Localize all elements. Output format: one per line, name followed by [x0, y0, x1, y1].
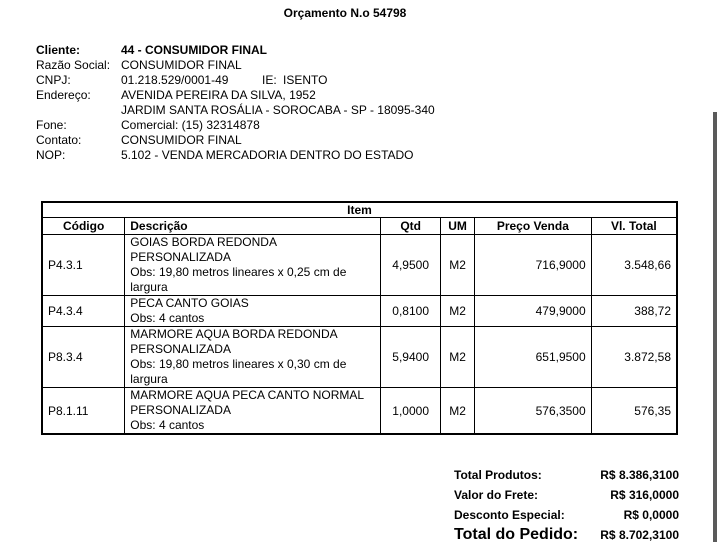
row-preco: 716,9000 — [475, 235, 592, 296]
row-qtd: 1,0000 — [381, 388, 441, 435]
row-total: 388,72 — [591, 296, 677, 327]
header-descricao: Descrição — [125, 218, 381, 235]
fone-value: Comercial: (15) 32314878 — [121, 118, 260, 132]
vertical-scrollbar[interactable] — [713, 112, 717, 542]
row-codigo: P8.3.4 — [42, 327, 125, 388]
nop-label: NOP: — [36, 148, 66, 162]
desc-line: MARMORE AQUA PECA CANTO NORMAL — [130, 388, 365, 402]
header-um: UM — [441, 218, 475, 235]
desc-line: Obs: 4 cantos — [130, 418, 205, 432]
table-row — [42, 327, 677, 388]
table-row — [42, 388, 677, 435]
total-produtos-label: Total Produtos: — [454, 468, 542, 482]
cliente-label: Cliente: — [36, 43, 81, 57]
total-pedido-row — [454, 525, 679, 545]
desconto-value: R$ 0,0000 — [623, 508, 679, 522]
row-codigo: P4.3.4 — [42, 296, 125, 327]
desc-line: MARMORE AQUA BORDA REDONDA — [130, 327, 338, 341]
endereco-line1: AVENIDA PEREIRA DA SILVA, 1952 — [121, 88, 316, 102]
header-codigo: Código — [42, 218, 125, 235]
row-qtd: 5,9400 — [381, 327, 441, 388]
table-group-header — [42, 202, 677, 218]
row-preco: 651,9500 — [475, 327, 592, 388]
valor-frete-value: R$ 316,0000 — [610, 488, 679, 502]
desconto-row — [454, 505, 679, 525]
row-um: M2 — [441, 327, 475, 388]
document-title: Orçamento N.o 54798 — [283, 6, 407, 20]
totals-block — [454, 465, 679, 545]
row-descricao — [125, 388, 381, 435]
items-table — [41, 201, 678, 435]
fone-label: Fone: — [36, 118, 67, 132]
contato-value: CONSUMIDOR FINAL — [121, 133, 242, 147]
valor-frete-label: Valor do Frete: — [454, 488, 539, 502]
row-codigo: P4.3.1 — [42, 235, 125, 296]
header-qtd: Qtd — [381, 218, 441, 235]
table-row — [42, 296, 677, 327]
row-qtd: 0,8100 — [381, 296, 441, 327]
row-qtd: 4,9500 — [381, 235, 441, 296]
cnpj-label: CNPJ: — [36, 73, 71, 87]
total-produtos-value: R$ 8.386,3100 — [600, 468, 679, 482]
row-um: M2 — [441, 235, 475, 296]
desc-line: Obs: 19,80 metros lineares x 0,25 cm de — [130, 265, 347, 279]
desc-line: largura — [130, 372, 168, 386]
total-pedido-label: Total do Pedido: — [454, 526, 579, 543]
desc-line: Obs: 19,80 metros lineares x 0,30 cm de — [130, 357, 347, 371]
desc-line: Obs: 4 cantos — [130, 311, 205, 325]
row-total: 3.548,66 — [591, 235, 677, 296]
razao-value: CONSUMIDOR FINAL — [121, 58, 242, 72]
row-total: 576,35 — [591, 388, 677, 435]
desc-line: GOIAS BORDA REDONDA — [130, 235, 277, 249]
header-preco: Preço Venda — [475, 218, 592, 235]
table-column-headers — [42, 218, 677, 235]
desc-line: PECA CANTO GOIAS — [130, 296, 249, 310]
row-um: M2 — [441, 296, 475, 327]
row-codigo: P8.1.11 — [42, 388, 125, 435]
razao-label: Razão Social: — [36, 58, 111, 72]
valor-frete-row — [454, 485, 679, 505]
nop-value: 5.102 - VENDA MERCADORIA DENTRO DO ESTADO — [121, 148, 414, 162]
row-total: 3.872,58 — [591, 327, 677, 388]
desc-line: PERSONALIZADA — [130, 403, 231, 417]
desc-line: PERSONALIZADA — [130, 250, 231, 264]
contato-label: Contato: — [36, 133, 82, 147]
ie-label: IE: — [262, 73, 277, 87]
desc-line: PERSONALIZADA — [130, 342, 231, 356]
desc-line: largura — [130, 280, 168, 294]
row-descricao — [125, 235, 381, 296]
item-group-header: Item — [42, 202, 677, 218]
ie-value: ISENTO — [283, 73, 328, 87]
table-row — [42, 235, 677, 296]
endereco-line2: JARDIM SANTA ROSÁLIA - SOROCABA - SP - 18095-340 — [121, 103, 435, 117]
header-total: Vl. Total — [591, 218, 677, 235]
row-descricao — [125, 296, 381, 327]
row-preco: 479,9000 — [475, 296, 592, 327]
total-produtos-row — [454, 465, 679, 485]
row-um: M2 — [441, 388, 475, 435]
cnpj-value: 01.218.529/0001-49 — [121, 73, 229, 87]
desconto-label: Desconto Especial: — [454, 508, 565, 522]
total-pedido-value: R$ 8.702,3100 — [600, 528, 679, 542]
row-preco: 576,3500 — [475, 388, 592, 435]
row-descricao — [125, 327, 381, 388]
endereco-label: Endereço: — [36, 88, 91, 102]
cliente-value: 44 - CONSUMIDOR FINAL — [121, 43, 268, 57]
